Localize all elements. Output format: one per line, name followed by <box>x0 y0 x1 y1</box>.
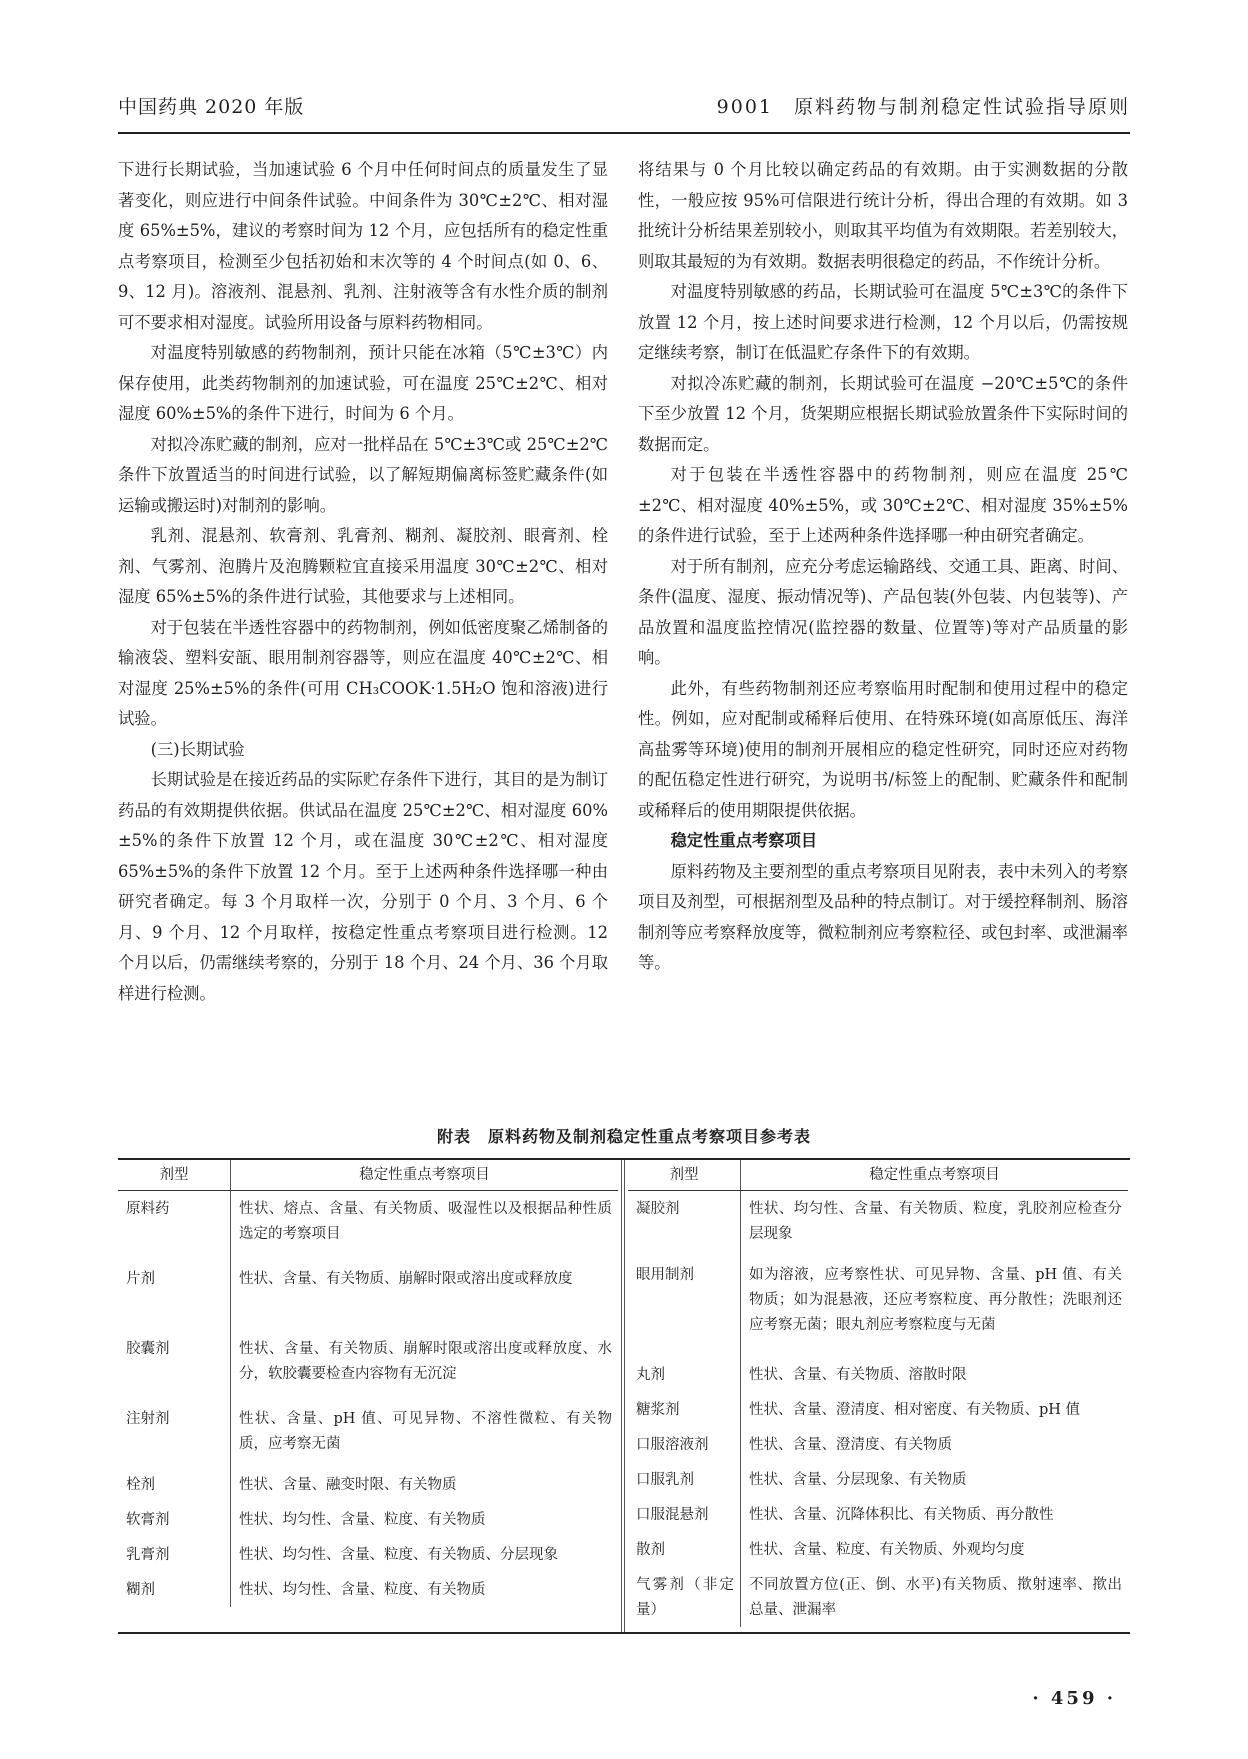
running-header <box>118 92 1130 126</box>
table-row <box>628 1257 1128 1357</box>
dosage-form: 口服乳剂 <box>628 1462 741 1497</box>
header-left: 中国药典 2020 年版 <box>118 96 305 118</box>
paragraph: 对温度特别敏感的药物制剂，预计只能在冰箱（5℃±3℃）内保存使用，此类药物制剂的加速试验，可在温度 25℃±2℃、相对湿度 60%±5%的条件下进行，时间为 6 个月。 <box>118 343 608 423</box>
table-row <box>628 1427 1128 1462</box>
dosage-form: 注射剂 <box>118 1401 231 1467</box>
test-items: 性状、含量、pH 值、可见异物、不溶性微粒、有关物质，应考察无菌 <box>239 1410 612 1452</box>
stability-table <box>118 1158 1130 1634</box>
test-items: 性状、含量、有关物质、崩解时限或溶出度或释放度 <box>239 1270 573 1287</box>
table-divider <box>624 1160 625 1632</box>
test-items: 性状、含量、澄清度、有关物质 <box>749 1436 952 1453</box>
test-items: 性状、均匀性、含量、粒度、有关物质 <box>239 1511 486 1528</box>
table-title: 附表 原料药物及制剂稳定性重点考察项目参考表 <box>436 1127 811 1146</box>
table-row <box>628 1191 1128 1257</box>
dosage-form: 乳膏剂 <box>118 1537 231 1572</box>
left-column <box>118 155 608 1009</box>
header-rule <box>118 132 1130 134</box>
column-header: 稳定性重点考察项目 <box>741 1160 1129 1191</box>
dosage-form: 糖浆剂 <box>628 1392 741 1427</box>
paragraph: 对拟冷冻贮藏的制剂，长期试验可在温度 −20℃±5℃的条件下至少放置 12 个月，货架期应根据长期试验放置条件下实际时间的数据而定。 <box>638 373 1128 454</box>
table-right <box>628 1160 1128 1627</box>
dosage-form: 丸剂 <box>628 1357 741 1392</box>
test-items: 性状、均匀性、含量、粒度、有关物质、分层现象 <box>239 1546 558 1563</box>
table-row <box>118 1331 618 1401</box>
table-divider <box>621 1160 622 1632</box>
table-header-row <box>118 1160 618 1191</box>
paragraph: 对温度特别敏感的药品，长期试验可在温度 5℃±3℃的条件下放置 12 个月，按上述时间要求进行检测，12 个月以后，仍需按规定继续考察，制订在低温贮存条件下的有效期。 <box>638 282 1128 362</box>
header-right: 9001 原料药物与制剂稳定性试验指导原则 <box>716 96 1130 118</box>
table-left <box>118 1160 618 1607</box>
table-row <box>628 1497 1128 1532</box>
paragraph: 原料药物及主要剂型的重点考察项目见附表，表中未列入的考察项目及剂型，可根据剂型及品种的特点制订。对于缓控释制剂、肠溶制剂等应考察释放度等，微粒制剂应考察粒径、或包封率、或泄漏率等。 <box>638 861 1128 972</box>
test-items: 性状、含量、澄清度、相对密度、有关物质、pH 值 <box>749 1401 1081 1418</box>
dosage-form: 口服溶液剂 <box>628 1427 741 1462</box>
dosage-form: 原料药 <box>118 1191 231 1261</box>
test-items: 性状、均匀性、含量、粒度、有关物质 <box>239 1581 486 1598</box>
test-items: 性状、熔点、含量、有关物质、吸湿性以及根据品种性质选定的考察项目 <box>239 1201 612 1242</box>
table-row <box>628 1392 1128 1427</box>
test-items: 性状、均匀性、含量、有关物质、粒度，乳胶剂应检查分层现象 <box>749 1201 1122 1242</box>
test-items: 性状、含量、分层现象、有关物质 <box>749 1471 967 1488</box>
table-row <box>118 1191 618 1261</box>
test-items: 性状、含量、粒度、有关物质、外观均匀度 <box>749 1541 1025 1558</box>
dosage-form: 糊剂 <box>118 1572 231 1607</box>
table-row <box>628 1567 1128 1627</box>
right-column <box>638 155 1128 979</box>
table-row <box>118 1401 618 1467</box>
paragraph: 将结果与 0 个月比较以确定药品的有效期。由于实测数据的分散性，一般应按 95%可信限进行统计分析，得出合理的有效期。如 3 批统计分析结果差别较小，则取其平均值为有效期限。若差别较大，则取其最短的为有效期。数据表明很稳定的药品，不作统计分析。 <box>638 160 1128 271</box>
dosage-form: 眼用制剂 <box>628 1257 741 1357</box>
dosage-form: 胶囊剂 <box>118 1331 231 1401</box>
table-right-half <box>628 1160 1128 1627</box>
table-row <box>118 1467 618 1502</box>
dosage-form: 软膏剂 <box>118 1502 231 1537</box>
paragraph: 乳剂、混悬剂、软膏剂、乳膏剂、糊剂、凝胶剂、眼膏剂、栓剂、气雾剂、泡腾片及泡腾颗粒宜直接采用温度 30℃±2℃、相对湿度 65%±5%的条件进行试验，其他要求与上述相同。 <box>118 526 608 606</box>
dosage-form: 口服混悬剂 <box>628 1497 741 1532</box>
paragraph: 长期试验是在接近药品的实际贮存条件下进行，其目的是为制订药品的有效期提供依据。供试品在温度 25℃±2℃、相对湿度 60%±5%的条件下放置 12 个月，或在温度 30℃±2℃、相对湿度 65%±5%的条件下放置 12 个月。至于上述两种条件选择哪一种由研究者确定。每 3 个月取样一次，分别于 0 个月、3 个月、6 个月、9 个月、12 个月取样，按稳定性重点考察项目进行检测。12 个月以后，仍需继续考察的，分别于 18 个月、24 个月、36 个月取样进行检测。 <box>118 770 608 1003</box>
table-row <box>118 1502 618 1537</box>
section-heading: (三)长期试验 <box>150 739 245 759</box>
paragraph: 下进行长期试验，当加速试验 6 个月中任何时间点的质量发生了显著变化，则应进行中间条件试验。中间条件为 30℃±2℃、相对湿度 65%±5%，建议的考察时间为 12 个月，应包括所有的稳定性重点考察项目，检测至少包括初始和末次等的 4 个时间点(如 0、6、9、12 月)。溶液剂、混悬剂、乳剂、注射液等含有水性介质的制剂可不要求相对湿度。试验所用设备与原料药物相同。 <box>118 160 608 332</box>
table-row <box>628 1532 1128 1567</box>
column-header: 稳定性重点考察项目 <box>231 1160 619 1191</box>
table-left-half <box>118 1160 618 1607</box>
table-row <box>118 1261 618 1331</box>
dosage-form: 散剂 <box>628 1532 741 1567</box>
dosage-form: 片剂 <box>118 1261 231 1331</box>
table-row <box>118 1572 618 1607</box>
dosage-form: 栓剂 <box>118 1467 231 1502</box>
paragraph: 对于包装在半透性容器中的药物制剂，则应在温度 25℃±2℃、相对湿度 40%±5%，或 30℃±2℃、相对湿度 35%±5%的条件进行试验，至于上述两种条件选择哪一种由研究者确定。 <box>638 465 1128 545</box>
page-number: · 459 · <box>1032 1688 1116 1709</box>
column-header: 剂型 <box>628 1160 741 1191</box>
paragraph: 此外，有些药物制剂还应考察临用时配制和使用过程中的稳定性。例如，应对配制或稀释后使用、在特殊环境(如高原低压、海洋高盐雾等环境)使用的制剂开展相应的稳定性研究，同时还应对药物的配伍稳定性进行研究，为说明书/标签上的配制、贮藏条件和配制或稀释后的使用期限提供依据。 <box>638 678 1128 820</box>
test-items: 不同放置方位(正、倒、水平)有关物质、揿射速率、揿出总量、泄漏率 <box>749 1576 1122 1618</box>
paragraph: 对于包装在半透性容器中的药物制剂，例如低密度聚乙烯制备的输液袋、塑料安瓿、眼用制剂容器等，则应在温度 40℃±2℃、相对湿度 25%±5%的条件(可用 CH₃COOK·1.5H₂O 饱和溶液)进行试验。 <box>118 617 608 728</box>
test-items: 性状、含量、有关物质、崩解时限或溶出度或释放度、水分，软胶囊要检查内容物有无沉淀 <box>239 1340 612 1382</box>
table-row <box>628 1357 1128 1392</box>
dosage-form: 气雾剂（非定量） <box>628 1567 741 1627</box>
paragraph: 对拟冷冻贮藏的制剂，应对一批样品在 5℃±3℃或 25℃±2℃条件下放置适当的时间进行试验，以了解短期偏离标签贮藏条件(如运输或搬运时)对制剂的影响。 <box>118 434 608 515</box>
paragraph: 对于所有制剂，应充分考虑运输路线、交通工具、距离、时间、条件(温度、湿度、振动情况等)、产品包装(外包装、内包装等)、产品放置和温度监控情况(监控器的数量、位置等)等对产品质量的影响。 <box>638 556 1128 667</box>
column-header: 剂型 <box>118 1160 231 1191</box>
table-row <box>628 1462 1128 1497</box>
table-header-row <box>628 1160 1128 1191</box>
test-items: 性状、含量、有关物质、溶散时限 <box>749 1366 967 1383</box>
dosage-form: 凝胶剂 <box>628 1191 741 1257</box>
test-items: 性状、含量、沉降体积比、有关物质、再分散性 <box>749 1506 1054 1523</box>
table-row <box>118 1537 618 1572</box>
test-items: 性状、含量、融变时限、有关物质 <box>239 1476 457 1493</box>
test-items: 如为溶液，应考察性状、可见异物、含量、pH 值、有关物质；如为混悬液，还应考察粒度、再分散性；洗眼剂还应考察无菌；眼丸剂应考察粒度与无菌 <box>749 1266 1122 1333</box>
section-heading: 稳定性重点考察项目 <box>670 831 818 850</box>
